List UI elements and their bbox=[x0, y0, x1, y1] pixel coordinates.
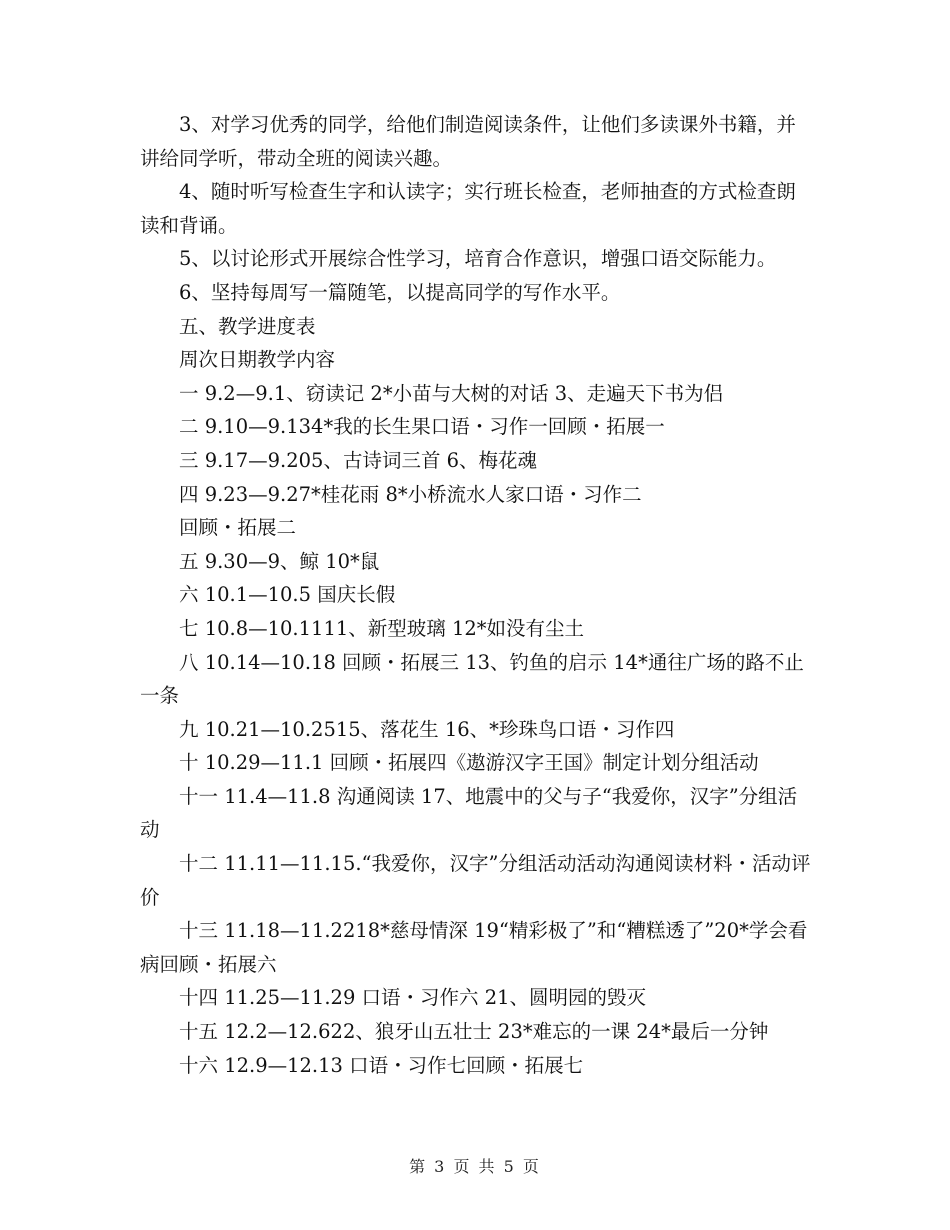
schedule-row-6: 六 10.1—10.5 国庆长假 bbox=[179, 583, 396, 607]
schedule-row-5: 五 9.30—9、鲸 10*鼠 bbox=[179, 549, 380, 573]
schedule-row-16: 十六 12.9—12.13 口语・习作七回顾・拓展七 bbox=[179, 1053, 584, 1077]
schedule-row-10: 十 10.29—11.1 回顾・拓展四《遨游汉字王国》制定计划分组活动 bbox=[179, 751, 759, 775]
paragraph-3: 3、对学习优秀的同学，给他们制造阅读条件，让他们多读课外书籍，并讲给同学听，带动全班的阅读兴趣。 bbox=[140, 113, 796, 170]
section-heading: 五、教学进度表 bbox=[179, 314, 316, 338]
schedule-row-15: 十五 12.2—12.622、狼牙山五壮士 23*难忘的一课 24*最后一分钟 bbox=[179, 1020, 769, 1044]
paragraph-4: 4、随时听写检查生字和认读字；实行班长检查，老师抽查的方式检查朗读和背诵。 bbox=[140, 180, 796, 237]
schedule-row-4: 四 9.23—9.27*桂花雨 8*小桥流水人家口语・习作二 bbox=[179, 482, 642, 506]
schedule-row-12: 十二 11.11—11.15.“我爱你，汉字”分组活动活动沟通阅读材料・活动评价 bbox=[140, 852, 811, 909]
schedule-header: 周次日期教学内容 bbox=[179, 348, 336, 372]
document-body bbox=[140, 108, 812, 1082]
schedule-row-8: 八 10.14—10.18 回顾・拓展三 13、钓鱼的启示 14*通往广场的路不止一条 bbox=[140, 650, 804, 708]
paragraph-6: 6、坚持每周写一篇随笔，以提高同学的写作水平。 bbox=[179, 280, 621, 304]
schedule-row-2: 二 9.10—9.134*我的长生果口语・习作一回顾・拓展一 bbox=[179, 415, 665, 439]
page-footer: 第 3 页 共 5 页 bbox=[409, 1157, 541, 1176]
schedule-row-4-cont: 回顾・拓展二 bbox=[179, 516, 297, 540]
schedule-row-9: 九 10.21—10.2515、落花生 16、*珍珠鸟口语・习作四 bbox=[179, 717, 675, 741]
schedule-row-1: 一 9.2—9.1、窃读记 2*小苗与大树的对话 3、走遍天下书为侣 bbox=[179, 381, 724, 405]
schedule-row-3: 三 9.17—9.205、古诗词三首 6、梅花魂 bbox=[179, 448, 538, 472]
paragraph-5: 5、以讨论形式开展综合性学习，培育合作意识，增强口语交际能力。 bbox=[179, 247, 777, 271]
schedule-row-7: 七 10.8—10.1111、新型玻璃 12*如没有尘土 bbox=[179, 616, 585, 640]
schedule-row-13: 十三 11.18—11.2218*慈母情深 19“精彩极了”和“糟糕透了”20*学会看病回顾・拓展六 bbox=[140, 919, 808, 976]
schedule-row-11: 十一 11.4—11.8 沟通阅读 17、地震中的父与子“我爱你，汉字”分组活动 bbox=[140, 784, 798, 842]
schedule-row-14: 十四 11.25—11.29 口语・习作六 21、圆明园的毁灭 bbox=[179, 986, 647, 1010]
